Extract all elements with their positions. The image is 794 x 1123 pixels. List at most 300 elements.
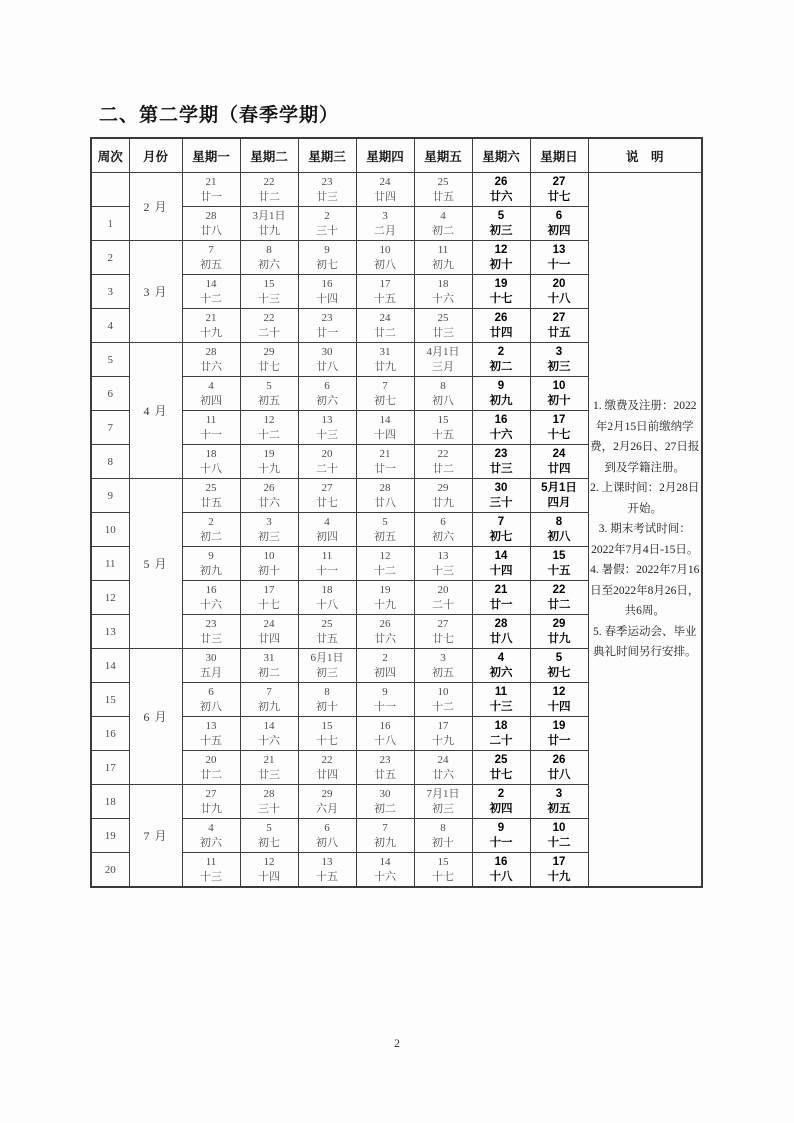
gregorian-date: 24 [379,176,391,188]
calendar-week-row [91,173,702,207]
lunar-date: 十一 [489,837,513,849]
week-number-cell: 10 [91,513,129,547]
lunar-date: 初七 [316,259,338,271]
gregorian-date: 7 [497,516,505,528]
day-cell [298,751,356,785]
weekend-day-cell [472,751,530,785]
lunar-date: 廿四 [547,463,571,475]
lunar-date: 廿七 [316,497,338,509]
weekend-day-cell [472,411,530,445]
gregorian-date: 3 [440,652,446,664]
lunar-date: 初十 [432,837,454,849]
gregorian-date: 21 [379,448,391,460]
day-cell [182,275,240,309]
lunar-date: 十二 [258,429,280,441]
day-cell [182,683,240,717]
lunar-date: 廿五 [547,327,571,339]
day-cell [182,309,240,343]
day-cell [298,717,356,751]
lunar-date: 二十 [316,463,338,475]
day-cell [356,581,414,615]
gregorian-date: 12 [263,856,275,868]
day-cell [240,819,298,853]
gregorian-date: 8 [266,244,272,256]
week-number-cell: 16 [91,717,129,751]
lunar-date: 十三 [200,871,222,883]
day-cell [182,479,240,513]
day-cell [356,615,414,649]
day-cell [298,411,356,445]
gregorian-date: 13 [552,244,566,256]
day-cell [298,343,356,377]
lunar-date: 三十 [489,497,513,509]
weekend-day-cell [530,207,588,241]
week-number-cell: 1 [91,207,129,241]
week-number-cell: 19 [91,819,129,853]
gregorian-date: 6 [324,380,330,392]
day-cell [356,853,414,888]
gregorian-date: 11 [494,686,508,698]
lunar-date: 廿八 [374,497,396,509]
lunar-date: 廿二 [258,191,280,203]
lunar-date: 十五 [374,293,396,305]
gregorian-date: 27 [552,312,566,324]
lunar-date: 十九 [374,599,396,611]
lunar-date: 廿九 [432,497,454,509]
gregorian-date: 30 [321,346,333,358]
day-cell [356,445,414,479]
day-cell [240,785,298,819]
lunar-date: 初六 [258,259,280,271]
gregorian-date: 9 [497,822,505,834]
day-cell [298,479,356,513]
lunar-date: 十八 [547,293,571,305]
lunar-date: 初六 [489,667,513,679]
gregorian-date: 15 [552,550,566,562]
gregorian-date: 18 [437,278,449,290]
day-cell [414,513,472,547]
gregorian-date: 25 [205,482,217,494]
day-cell [298,173,356,207]
day-cell [414,241,472,275]
weekend-day-cell [472,207,530,241]
weekend-day-cell [472,275,530,309]
gregorian-date: 10 [379,244,391,256]
gregorian-date: 8 [555,516,563,528]
gregorian-date: 11 [321,550,333,562]
gregorian-date: 20 [437,584,449,596]
gregorian-date: 26 [379,618,391,630]
weekend-day-cell [530,751,588,785]
lunar-date: 十八 [374,735,396,747]
lunar-date: 十三 [489,701,513,713]
day-cell [240,547,298,581]
day-cell [182,241,240,275]
lunar-date: 十六 [258,735,280,747]
gregorian-date: 23 [494,448,508,460]
weekend-day-cell [530,513,588,547]
lunar-date: 初七 [489,531,513,543]
lunar-date: 廿七 [547,191,571,203]
lunar-date: 廿七 [489,769,513,781]
gregorian-date: 10 [437,686,449,698]
gregorian-date: 28 [205,210,217,222]
day-cell [356,173,414,207]
day-cell [298,547,356,581]
lunar-date: 初四 [200,395,222,407]
lunar-date: 廿四 [258,633,280,645]
gregorian-date: 9 [208,550,214,562]
gregorian-date: 26 [263,482,275,494]
weekend-day-cell [530,649,588,683]
gregorian-date: 26 [552,754,566,766]
semester-calendar-table [90,137,703,888]
gregorian-date: 4月1日 [426,346,460,358]
gregorian-date: 28 [205,346,217,358]
lunar-date: 廿九 [258,225,280,237]
gregorian-date: 27 [321,482,333,494]
gregorian-date: 24 [552,448,566,460]
day-cell [182,615,240,649]
lunar-date: 初六 [432,531,454,543]
gregorian-date: 8 [324,686,330,698]
day-cell [414,819,472,853]
lunar-date: 廿四 [316,769,338,781]
day-cell [414,343,472,377]
day-cell [240,717,298,751]
column-header: 周次 [91,138,129,173]
day-cell [356,241,414,275]
gregorian-date: 27 [437,618,449,630]
gregorian-date: 3 [555,788,563,800]
lunar-date: 初九 [489,395,513,407]
lunar-date: 十六 [200,599,222,611]
gregorian-date: 21 [205,176,217,188]
weekend-day-cell [530,819,588,853]
day-cell [356,649,414,683]
lunar-date: 初四 [489,803,513,815]
note-item: 4. 暑假：2022年7月16日至2022年8月26日，共6周。 [590,564,700,618]
lunar-date: 二十 [258,327,280,339]
note-item: 2. 上课时间：2月28日开始。 [590,482,700,515]
gregorian-date: 29 [321,788,333,800]
gregorian-date: 15 [321,720,333,732]
lunar-date: 十二 [374,565,396,577]
gregorian-date: 5 [497,210,505,222]
lunar-date: 初二 [258,667,280,679]
day-cell [182,445,240,479]
gregorian-date: 12 [494,244,508,256]
lunar-date: 初七 [547,667,571,679]
day-cell [182,377,240,411]
lunar-date: 初四 [374,667,396,679]
day-cell [182,173,240,207]
lunar-date: 十四 [374,429,396,441]
gregorian-date: 7 [208,244,214,256]
lunar-date: 十六 [489,429,513,441]
lunar-date: 初七 [374,395,396,407]
gregorian-date: 22 [552,584,566,596]
lunar-date: 初二 [200,531,222,543]
week-number-cell: 7 [91,411,129,445]
weekend-day-cell [530,173,588,207]
day-cell [298,853,356,888]
day-cell [182,513,240,547]
lunar-date: 廿九 [374,361,396,373]
weekend-day-cell [530,717,588,751]
gregorian-date: 5 [555,652,563,664]
weekend-day-cell [472,717,530,751]
gregorian-date: 3 [266,516,272,528]
day-cell [414,649,472,683]
lunar-date: 廿二 [200,769,222,781]
lunar-date: 廿三 [489,463,513,475]
day-cell [298,581,356,615]
gregorian-date: 17 [263,584,275,596]
lunar-date: 初九 [374,837,396,849]
lunar-date: 廿三 [432,327,454,339]
lunar-date: 初五 [547,803,571,815]
gregorian-date: 16 [321,278,333,290]
gregorian-date: 25 [494,754,508,766]
lunar-date: 廿六 [374,633,396,645]
gregorian-date: 18 [321,584,333,596]
month-cell: 4 月 [129,343,182,479]
day-cell [182,343,240,377]
lunar-date: 初八 [316,837,338,849]
weekend-day-cell [530,241,588,275]
gregorian-date: 20 [321,448,333,460]
day-cell [240,377,298,411]
gregorian-date: 12 [263,414,275,426]
month-cell: 3 月 [129,241,182,343]
lunar-date: 廿九 [547,633,571,645]
lunar-date: 十二 [432,701,454,713]
gregorian-date: 11 [437,244,449,256]
gregorian-date: 29 [263,346,275,358]
gregorian-date: 22 [437,448,449,460]
lunar-date: 十三 [432,565,454,577]
gregorian-date: 7 [382,380,388,392]
month-cell: 2 月 [129,173,182,241]
day-cell [298,683,356,717]
gregorian-date: 14 [379,856,391,868]
gregorian-date: 15 [437,414,449,426]
gregorian-date: 12 [552,686,566,698]
gregorian-date: 24 [437,754,449,766]
gregorian-date: 14 [494,550,508,562]
week-number-cell: 13 [91,615,129,649]
gregorian-date: 31 [263,652,275,664]
gregorian-date: 29 [552,618,566,630]
notes-cell [588,173,702,888]
weekend-day-cell [530,547,588,581]
week-number-cell: 8 [91,445,129,479]
lunar-date: 廿一 [374,463,396,475]
gregorian-date: 17 [552,414,566,426]
day-cell [182,547,240,581]
week-number-cell: 3 [91,275,129,309]
gregorian-date: 23 [321,312,333,324]
day-cell [414,853,472,888]
lunar-date: 十五 [432,429,454,441]
gregorian-date: 2 [497,346,505,358]
day-cell [356,343,414,377]
lunar-date: 初五 [374,531,396,543]
weekend-day-cell [530,343,588,377]
day-cell [298,649,356,683]
lunar-date: 廿八 [200,225,222,237]
gregorian-date: 19 [379,584,391,596]
day-cell [356,683,414,717]
day-cell [414,377,472,411]
lunar-date: 初六 [200,837,222,849]
weekend-day-cell [472,547,530,581]
lunar-date: 初三 [547,361,571,373]
lunar-date: 廿六 [489,191,513,203]
weekend-day-cell [472,377,530,411]
lunar-date: 十二 [200,293,222,305]
gregorian-date: 27 [205,788,217,800]
gregorian-date: 23 [379,754,391,766]
column-header: 星期二 [240,138,298,173]
gregorian-date: 6 [324,822,330,834]
gregorian-date: 21 [494,584,508,596]
lunar-date: 十一 [316,565,338,577]
lunar-date: 廿五 [200,497,222,509]
lunar-date: 十五 [547,565,571,577]
column-header: 星期六 [472,138,530,173]
column-header: 星期四 [356,138,414,173]
day-cell [414,411,472,445]
gregorian-date: 28 [379,482,391,494]
gregorian-date: 2 [382,652,388,664]
day-cell [414,615,472,649]
lunar-date: 初二 [432,225,454,237]
lunar-date: 廿一 [316,327,338,339]
gregorian-date: 8 [440,822,446,834]
lunar-date: 廿二 [432,463,454,475]
lunar-date: 十六 [432,293,454,305]
gregorian-date: 30 [205,652,217,664]
gregorian-date: 30 [379,788,391,800]
lunar-date: 初二 [374,803,396,815]
lunar-date: 初十 [489,259,513,271]
day-cell [414,173,472,207]
lunar-date: 六月 [316,803,338,815]
lunar-date: 廿六 [200,361,222,373]
gregorian-date: 2 [497,788,505,800]
day-cell [356,785,414,819]
day-cell [240,513,298,547]
column-header: 说 明 [588,138,702,173]
day-cell [356,377,414,411]
gregorian-date: 14 [263,720,275,732]
week-number-cell: 15 [91,683,129,717]
gregorian-date: 22 [263,312,275,324]
lunar-date: 初十 [547,395,571,407]
gregorian-date: 10 [263,550,275,562]
gregorian-date: 30 [494,482,508,494]
gregorian-date: 21 [263,754,275,766]
gregorian-date: 6 [440,516,446,528]
page-number: 2 [394,1036,400,1050]
weekend-day-cell [530,853,588,888]
lunar-date: 十三 [258,293,280,305]
gregorian-date: 5 [266,380,272,392]
gregorian-date: 31 [379,346,391,358]
day-cell [182,751,240,785]
lunar-date: 廿六 [258,497,280,509]
gregorian-date: 25 [321,618,333,630]
gregorian-date: 11 [205,856,217,868]
day-cell [182,819,240,853]
gregorian-date: 13 [321,414,333,426]
lunar-date: 十五 [316,871,338,883]
day-cell [356,309,414,343]
gregorian-date: 5 [382,516,388,528]
week-number-cell: 4 [91,309,129,343]
month-cell: 6 月 [129,649,182,785]
day-cell [356,513,414,547]
lunar-date: 初九 [432,259,454,271]
day-cell [298,819,356,853]
day-cell [182,717,240,751]
gregorian-date: 16 [494,856,508,868]
gregorian-date: 2 [324,210,330,222]
lunar-date: 廿三 [200,633,222,645]
lunar-date: 二十 [432,599,454,611]
weekend-day-cell [472,173,530,207]
gregorian-date: 2 [208,516,214,528]
gregorian-date: 23 [321,176,333,188]
weekend-day-cell [472,785,530,819]
day-cell [182,207,240,241]
gregorian-date: 3月1日 [252,210,286,222]
gregorian-date: 6月1日 [310,652,344,664]
weekend-day-cell [530,615,588,649]
lunar-date: 初七 [258,837,280,849]
lunar-date: 廿六 [432,769,454,781]
weekend-day-cell [530,785,588,819]
note-item: 1. 缴费及注册：2022年2月15日前缴纳学费，2月26日、27日报到及学籍注册。 [590,400,700,474]
gregorian-date: 15 [263,278,275,290]
lunar-date: 十一 [547,259,571,271]
day-cell [182,581,240,615]
day-cell [240,343,298,377]
lunar-date: 廿一 [489,599,513,611]
weekend-day-cell [472,445,530,479]
gregorian-date: 26 [494,312,508,324]
gregorian-date: 6 [555,210,563,222]
weekend-day-cell [530,479,588,513]
day-cell [414,785,472,819]
lunar-date: 廿三 [258,769,280,781]
weekend-day-cell [530,309,588,343]
lunar-date: 十六 [374,871,396,883]
column-header: 月份 [129,138,182,173]
day-cell [298,785,356,819]
gregorian-date: 26 [494,176,508,188]
gregorian-date: 20 [552,278,566,290]
day-cell [240,751,298,785]
gregorian-date: 12 [379,550,391,562]
gregorian-date: 28 [494,618,508,630]
day-cell [240,241,298,275]
lunar-date: 廿七 [258,361,280,373]
week-number-cell [91,173,129,207]
gregorian-date: 4 [324,516,330,528]
